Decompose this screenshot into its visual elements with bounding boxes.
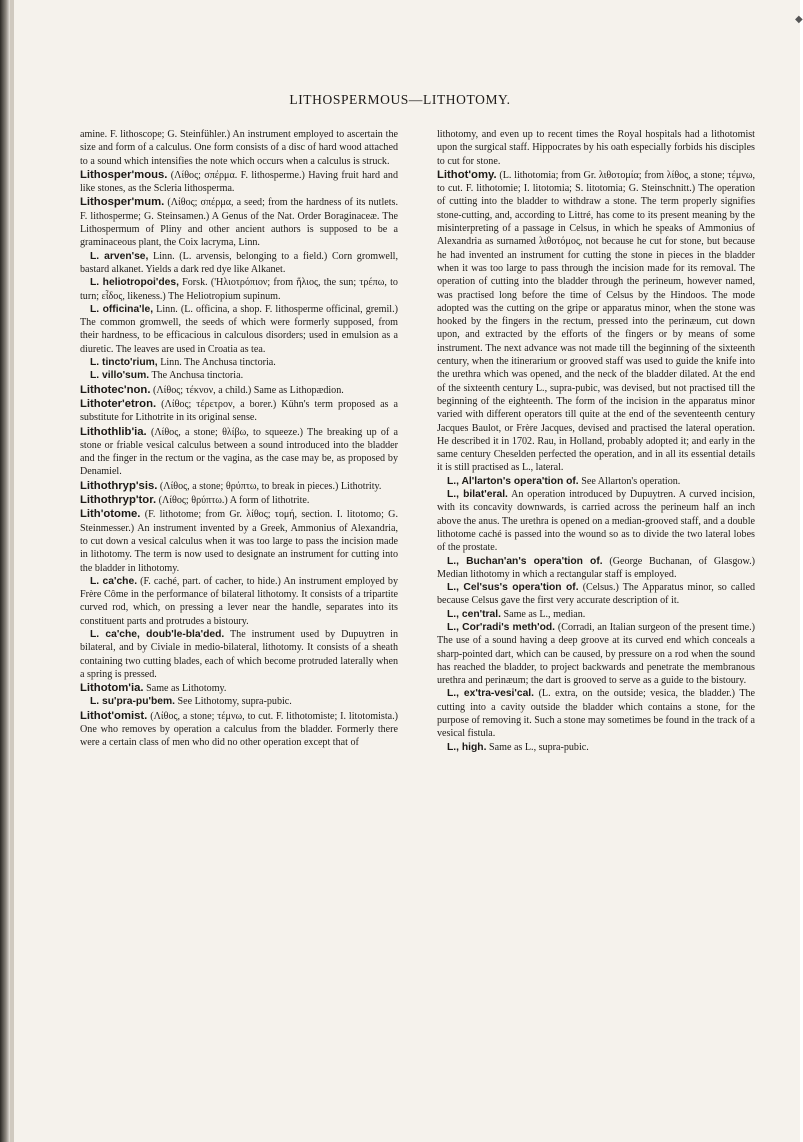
entry-definition: (George Buchanan, of Glasgow.) Median lithotomy in which a rectangular staff is employed. xyxy=(437,555,755,580)
page-edge xyxy=(10,0,14,1142)
entry-definition: (Λίθος; θρύπτω.) A form of lithotrite. xyxy=(158,495,310,507)
entry-headword: Lithosper'mous. xyxy=(80,168,168,181)
entry-headword: L. tincto'rium, xyxy=(90,357,158,369)
dictionary-entry xyxy=(80,169,398,196)
dictionary-entry xyxy=(80,369,398,382)
dictionary-entry xyxy=(80,196,398,249)
dictionary-entry xyxy=(80,303,398,356)
entry-headword: L. villo'sum. xyxy=(90,370,150,382)
entry-headword: L., cen'tral. xyxy=(447,608,501,620)
dictionary-entry xyxy=(437,687,755,740)
dictionary-entry xyxy=(80,695,398,708)
entry-headword: L., Buchan'an's opera'tion of. xyxy=(447,555,603,567)
dictionary-entry xyxy=(437,741,755,754)
entry-headword: L. arven'se, xyxy=(90,250,149,262)
entry-definition: Same as L., median. xyxy=(503,608,586,620)
entry-definition: (L. lithotomia; from Gr. λιθοτομία; from λίθος, a stone; τέμνω, to cut. F. lithotomie; I. litotomia; S. litotomia; G. Steinschnitt.) The operation of cutting into the bladder to withdraw a stone. The term properly signifies stone-cutting, and, according to Littré, has come to its present meaning by the misinterpreting of a passage in Celsus, in which he speaks of Ammonius of Alexandria as surnamed λιθοτόμος, not because he cut for stone, but because he had invented an instrument for cutting the stone in pieces in the bladder when it was too large to pass through the incision made for its removal. The operation of cutting into the bladder through the perineum, however named, was practised long before the time of Celsus by the Hindoos. The mode adopted was the cutting on the gripe or apparatus minor, when the stone was hooked by the fingers in the rectum, pressed into the perinæum, cut down upon, and extracted by the efforts of the fingers or by means of some instrument. The next advance was not made till the beginning of the sixteenth century, when the itinerarium or grooved staff was used to guide the knife into the urethra which was opened, and the neck of the bladder dilated. At the end of the sixteenth century L., supra-pubic, was devised, but not practised till the beginning of the eighteenth. The form of the incision in the apparatus minor varied with different operators till quite at the end of the seventeenth century Jacques Baulot, or Frère Jacques, devised and practised the lateral operation. He described it in 1702. Rau, in Holland, probably adopted it; and early in the same century Cheselden perfected the operation, and in all its essential details it is still practised as L., lateral. xyxy=(437,169,755,474)
entry-headword: L., bilat'eral. xyxy=(447,489,508,501)
dictionary-entry xyxy=(437,169,755,475)
entry-headword: L., ex'tra-vesi'cal. xyxy=(447,688,535,700)
dictionary-entry xyxy=(437,608,755,621)
entry-definition: (Λίθος, a stone; τέμνω, to cut. F. lithotomiste; I. litotomista.) One who removes by operation a calculus from the bladder. Formerly there were a certain class of men who did no other operation except that of xyxy=(80,710,398,749)
dictionary-entry xyxy=(80,250,398,277)
entry-definition: See Lithotomy, supra-pubic. xyxy=(177,696,292,708)
dictionary-entry xyxy=(80,398,398,425)
dictionary-entry xyxy=(80,508,398,574)
entry-definition: (Λίθος; σπέρμα, a seed; from the hardness of its nutlets. F. lithosperme; G. Steinsamen.) A Genus of the Nat. Order Boraginaceæ. The Lithospermum of Pliny and other ancient authors is supposed to be a graminaceous plant, the Coix lacryma, Linn. xyxy=(80,197,398,249)
book-gutter-shadow xyxy=(0,0,10,1142)
dictionary-entry xyxy=(80,575,398,628)
entry-definition: (Λίθος, a stone; θλίβω, to squeeze.) The breaking up of a stone or friable vesical calculus between a sound introduced into the bladder and the finger in the rectum or the vagina, as the case may be, as proposed by Denamiel. xyxy=(80,426,398,478)
dictionary-entry xyxy=(437,128,755,168)
entry-definition: (Λίθος, a stone; θρύπτω, to break in pieces.) Lithotrity. xyxy=(159,480,382,492)
dictionary-entry xyxy=(80,128,398,168)
entry-headword: Lithothryp'sis. xyxy=(80,479,158,492)
running-head: LITHOSPERMOUS—LITHOTOMY. xyxy=(289,92,511,107)
entry-headword: Lithoter'etron. xyxy=(80,397,157,410)
dictionary-entry xyxy=(80,426,398,479)
entry-definition: Same as L., supra-pubic. xyxy=(489,741,589,753)
entry-definition: (F. caché, part. of cacher, to hide.) An instrument employed by Frère Côme in the performance of bilateral lithotomy. It consists of a tripartite curved rod, which, on pressing a lever near the handle, separates into its constituent parts and protrudes a bistoury. xyxy=(80,575,398,627)
entry-definition: (Celsus.) The Apparatus minor, so called because Celsus gave the first very accurate description of it. xyxy=(437,582,755,607)
entry-headword: L., high. xyxy=(447,741,487,753)
entry-headword: L. ca'che, doub'le-bla'ded. xyxy=(90,628,225,640)
entry-headword: L. officina'le, xyxy=(90,303,154,315)
dictionary-entry xyxy=(437,621,755,687)
margin-mark-icon: ◆ xyxy=(795,14,803,25)
entry-definition: The Anchusa tinctoria. xyxy=(151,370,244,382)
entry-definition: lithotomy, and even up to recent times the Royal hospitals had a lithotomist upon the surgical staff. Hippocrates by his oath especially forbids his disciples to cut for stone. xyxy=(437,129,755,167)
dictionary-entry xyxy=(80,276,398,303)
entry-definition: (Corradi, an Italian surgeon of the present time.) The use of a sound having a deep groove at its curved end which conceals a sharp-pointed dart, which can be caused, by pressure on a rod when the sound has reached the bladder, to project backwards and penetrate the membranous urethra and perinæum; the dart is grooved to serve as a guide to the bistoury. xyxy=(437,621,755,687)
entry-definition: Linn. (L. arvensis, belonging to a field.) Corn gromwell, bastard alkanet. Yields a dark red dye like Alkanet. xyxy=(80,250,398,275)
entry-headword: Lithothlib'ia. xyxy=(80,425,147,438)
entry-headword: L., Cel'sus's opera'tion of. xyxy=(447,582,579,594)
entry-definition: (L. extra, on the outside; vesica, the bladder.) The cutting into a cavity outside the bladder which contains a stone, for the purpose of removing it. Such a stone may sometimes be found in the track of a vesical fistula. xyxy=(437,688,756,740)
dictionary-entry xyxy=(80,682,398,695)
entry-headword: Lithotom'ia. xyxy=(80,682,144,695)
entry-headword: Lithot'omist. xyxy=(80,709,148,722)
right-column xyxy=(437,128,755,754)
entry-headword: Lithot'omy. xyxy=(437,168,497,181)
entry-definition: (Λίθος; τέρετρον, a borer.) Kühn's term proposed as a substitute for Lithotrite in its original sense. xyxy=(80,398,399,424)
entry-definition: Same as Lithotomy. xyxy=(146,683,227,695)
entry-definition: Forsk. ('Ηλιοτρόπιον; from ἥλιος, the sun; τρέπω, to turn; εἶδος, likeness.) The Heliotropium supinum. xyxy=(80,277,398,302)
dictionary-entry xyxy=(437,581,755,608)
entry-headword: L., Cor'radi's meth'od. xyxy=(447,621,556,633)
dictionary-entry xyxy=(80,480,398,493)
entry-headword: L. ca'che. xyxy=(90,575,138,587)
entry-definition: (Λίθος; σπέρμα. F. lithosperme.) Having fruit hard and like stones, as the Scleria lithosperma. xyxy=(80,169,398,195)
entry-definition: See Allarton's operation. xyxy=(581,475,681,487)
entry-definition: (F. lithotome; from Gr. λίθος; τομή, section. I. litotomo; G. Steinmesser.) An instrument invented by a Greek, Ammonius of Alexandria, to cut down a vesical calculus when it was too large to pass the incision made in lithotomy. The term is now used to designate an instrument for cutting into the bladder in lithotomy. xyxy=(80,509,398,574)
dictionary-entry xyxy=(80,384,398,397)
entry-headword: L. su'pra-pu'bem. xyxy=(90,696,175,708)
entry-headword: L., Al'larton's opera'tion of. xyxy=(447,475,579,487)
entry-headword: Lithothryp'tor. xyxy=(80,494,157,507)
left-column xyxy=(80,128,398,750)
entry-headword: Lithosper'mum. xyxy=(80,196,165,209)
entry-headword: Lithotec'non. xyxy=(80,383,151,396)
dictionary-entry xyxy=(437,475,755,488)
entry-definition: The instrument used by Dupuytren in bilateral, and by Civiale in medio-bilateral, lithotomy. It consists of a sheath containing two cutting blades, each of which become protruded laterally when a spring is pressed. xyxy=(80,628,399,680)
dictionary-entry xyxy=(80,628,398,681)
dictionary-entry xyxy=(437,488,755,554)
entry-headword: Lith'otome. xyxy=(80,508,141,521)
dictionary-entry xyxy=(80,710,398,750)
entry-headword: L. heliotropoi'des, xyxy=(90,277,179,289)
entry-definition: (Λίθος; τέκνον, a child.) Same as Lithopædion. xyxy=(153,384,344,396)
entry-definition: An operation introduced by Dupuytren. A curved incision, with its concavity downwards, is carried across the perineum half an inch above the anus. The urethra is opened on a median-grooved staff, and a double lithotome caché is passed into the wound so as to divide the two lateral lobes of the prostate. xyxy=(437,489,756,554)
dictionary-entry xyxy=(80,356,398,369)
entry-definition: amine. F. lithoscope; G. Steinfühler.) An instrument employed to ascertain the size and form of a calculus. One form consists of a disc of hard wood attached to a sound which intensifies the note which occurs when a calculus is struck. xyxy=(80,129,398,167)
dictionary-entry xyxy=(80,494,398,507)
entry-definition: Linn. The Anchusa tinctoria. xyxy=(160,357,276,369)
entry-definition: Linn. (L. officina, a shop. F. lithosperme officinal, gremil.) The common gromwell, the seeds of which were formerly supposed, from their hardness, to be efficacious in calculous disorders; used in emulsion as a diuretic. The leaves are used in Croatia as tea. xyxy=(80,303,398,355)
dictionary-entry xyxy=(437,555,755,582)
